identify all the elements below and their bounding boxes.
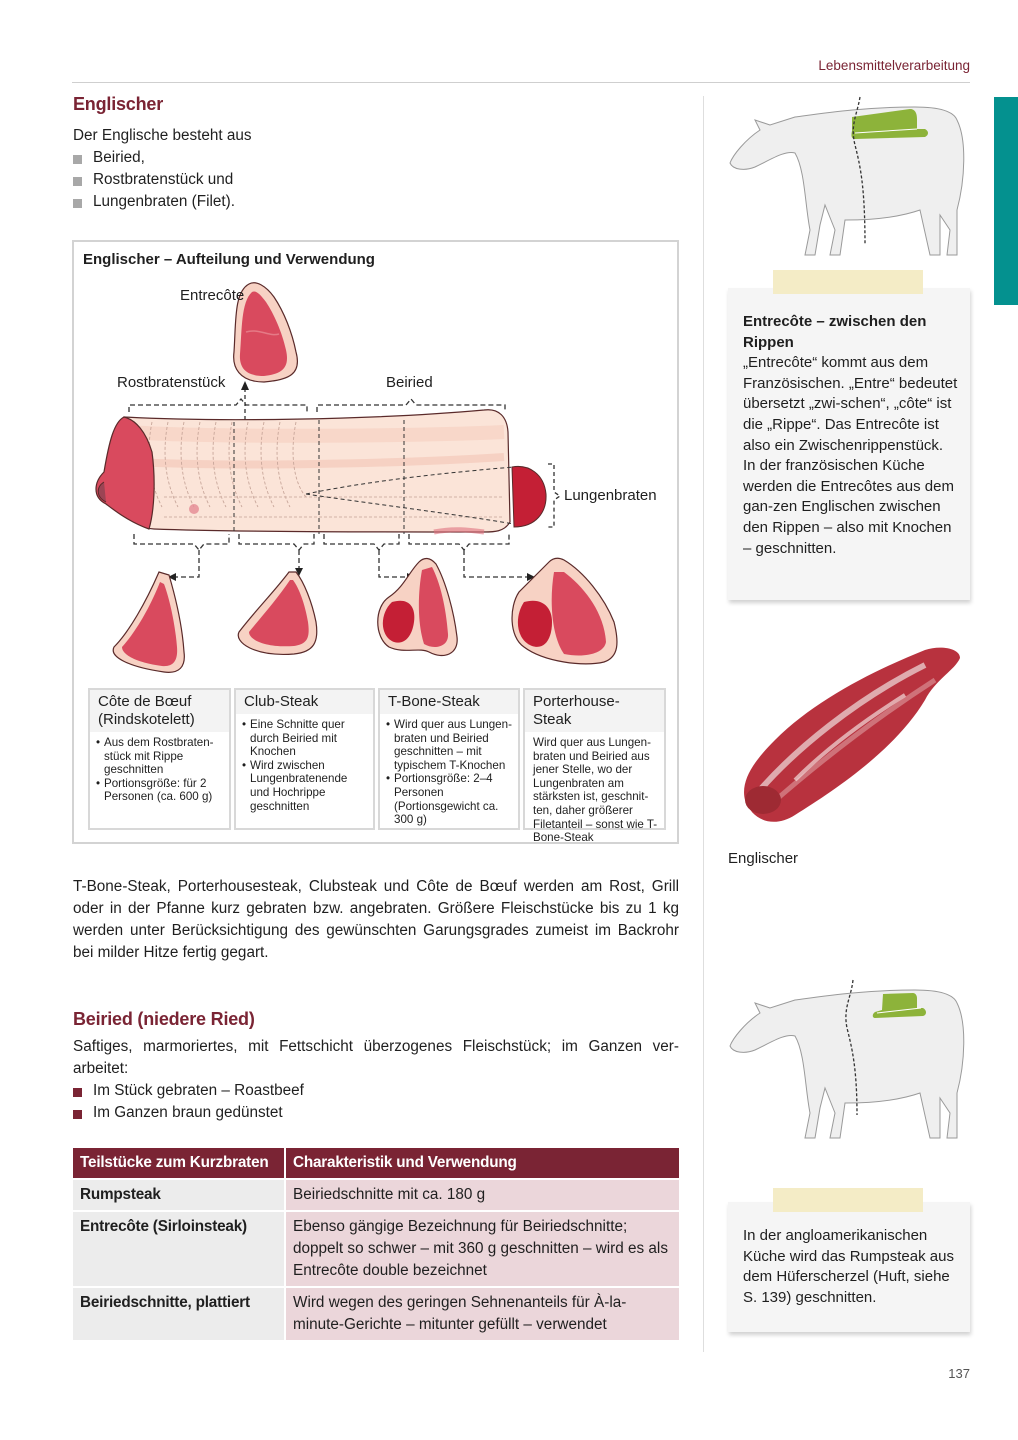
cut-title: T-Bone-Steak xyxy=(380,690,518,714)
cut-title: Porterhouse-Steak xyxy=(525,690,664,732)
label-rostbratenstueck: Rostbratenstück xyxy=(117,374,226,391)
section-englischer xyxy=(73,94,679,213)
cut-bullet: • Aus dem Rostbraten-stück mit Rippe geschnitten xyxy=(96,736,225,777)
cut-name: Entrecôte (Sirloinsteak) xyxy=(73,1211,285,1287)
cut-description: Wird wegen des geringen Sehnenanteils für À-la-minute-Gerichte – mitunter gefüllt – verwendet xyxy=(285,1287,679,1340)
composition-list xyxy=(73,147,679,213)
cut-card-porterhouse-steak xyxy=(523,688,666,845)
cut-bullet: • Wird zwischen Lungenbratenende und Hochrippe geschnitten xyxy=(242,759,369,813)
tape-decoration xyxy=(773,1188,923,1212)
list-item: Lungenbraten (Filet). xyxy=(73,191,679,213)
column-header: Teilstücke zum Kurzbraten xyxy=(73,1148,285,1179)
brace-rostbratenstueck xyxy=(129,399,307,412)
list-item: Im Ganzen braun gedünstet xyxy=(73,1102,679,1124)
cut-description: Beiriedschnitte mit ca. 180 g xyxy=(285,1179,679,1211)
cut-name: Rumpsteak xyxy=(73,1179,285,1211)
chapter-tab xyxy=(994,97,1018,305)
section-beiried xyxy=(73,1009,679,1124)
photo-caption: Englischer xyxy=(728,850,799,867)
cut-bullet: • Portionsgröße: für 2 Personen (ca. 600 g) xyxy=(96,777,225,804)
label-beiried: Beiried xyxy=(386,374,433,391)
cote-de-boeuf-illustration xyxy=(113,572,184,672)
cut-bullet: • Portionsgröße: 2–4 Personen (Portionsgewicht ca. 300 g) xyxy=(386,772,514,826)
beiried-list xyxy=(73,1080,679,1124)
section-title: Englischer xyxy=(73,94,164,114)
loin-illustration xyxy=(96,410,546,534)
intro-text: Der Englische besteht aus xyxy=(73,127,252,144)
column-header: Charakteristik und Verwendung xyxy=(285,1148,679,1179)
t-bone-steak-illustration xyxy=(378,558,457,655)
cut-title: Côte de Bœuf (Rindskotelett) xyxy=(90,690,229,732)
cooking-paragraph: T-Bone-Steak, Porterhousesteak, Clubsteak und Côte de Bœuf werden am Rost, Grill oder in der Pfanne kurz gebraten bzw. angebraten. Größere Fleischstücke bis zu 1 kg werden unter Berücksichtigung des gewünschten Garungsgrades zumeist im Backrohr bei milder Hitze fertig gegart. xyxy=(73,878,679,961)
brace-lungenbraten xyxy=(548,464,560,527)
beiried-text: Saftiges, marmoriertes, mit Fettschicht überzogenes Fleischstück; im Ganzen ver-arbeitet: xyxy=(73,1038,679,1077)
square-bullet-icon xyxy=(73,1088,82,1097)
section-title: Beiried (niedere Ried) xyxy=(73,1009,255,1029)
label-lungenbraten: Lungenbraten xyxy=(564,487,657,504)
cut-bullet: • Eine Schnitte quer durch Beiried mit Knochen xyxy=(242,718,369,759)
englischer-meat-photo xyxy=(735,640,965,830)
cut-description: Ebenso gängige Bezeichnung für Beiriedschnitte; doppelt so schwer – mit 360 g geschnitten – wird es als Entrecôte double bezeichnet xyxy=(285,1211,679,1287)
square-bullet-icon xyxy=(73,199,82,208)
cut-title: Club-Steak xyxy=(236,690,373,714)
table-row xyxy=(73,1179,679,1211)
tape-decoration xyxy=(773,270,923,294)
bottom-braces xyxy=(134,534,509,550)
cut-card-club-steak xyxy=(234,688,375,830)
cut-bullet: • Wird quer aus Lungen-braten und Beiried geschnitten – mit typischem T-Knochen xyxy=(386,718,514,772)
table-row xyxy=(73,1211,679,1287)
info-note-entrecote xyxy=(728,288,970,600)
cut-diagram xyxy=(72,240,679,844)
column-divider xyxy=(703,96,704,1352)
info-note-rumpsteak xyxy=(728,1202,970,1332)
page-number: 137 xyxy=(948,1366,970,1381)
short-roast-cuts-table xyxy=(73,1148,679,1340)
cow-cut-diagram-beiried xyxy=(725,978,970,1148)
cut-card-t-bone-steak xyxy=(378,688,520,830)
list-item: Im Stück gebraten – Roastbeef xyxy=(73,1080,679,1102)
cut-card-cote-de-boeuf xyxy=(88,688,231,830)
cow-cut-diagram-entrecote xyxy=(725,95,970,265)
square-bullet-icon xyxy=(73,155,82,164)
list-item: Rostbratenstück und xyxy=(73,169,679,191)
label-entrecote: Entrecôte xyxy=(180,287,245,304)
cut-description: Wird quer aus Lungen-braten und Beiried aus jener Stelle, wo der Lungenbraten am stärksten ist, geschnit-ten, daher größerer Filetanteil – sonst wie T-Bone-Steak xyxy=(533,736,658,845)
table-row xyxy=(73,1287,679,1340)
running-head: Lebensmittelverarbeitung xyxy=(818,58,970,73)
table-header-row xyxy=(73,1148,679,1179)
diagram-title: Englischer – Aufteilung und Verwendung xyxy=(83,251,375,268)
list-item: Beiried, xyxy=(73,147,679,169)
header-rule xyxy=(72,82,970,83)
club-steak-illustration xyxy=(238,572,317,654)
cut-name: Beiriedschnitte, plattiert xyxy=(73,1287,285,1340)
note-title: Entrecôte – zwischen den Rippen xyxy=(743,313,927,351)
note-body: In der angloamerikanischen Küche wird das Rumpsteak aus dem Hüferscherzel (Huft, siehe S. 139) geschnitten. xyxy=(743,1227,954,1306)
square-bullet-icon xyxy=(73,1110,82,1119)
note-body: „Entrecôte“ kommt aus dem Französischen. „Entre“ bedeutet übersetzt „zwi-schen“, „côte“ ist die „Rippe“. Das Entrecôte ist also ein Zwischenrippenstück. In der französischen Küche werden die Entrecôtes aus dem gan-zen Englischen zwischen den Rippen – also mit Knochen – geschnitten. xyxy=(743,354,958,557)
square-bullet-icon xyxy=(73,177,82,186)
